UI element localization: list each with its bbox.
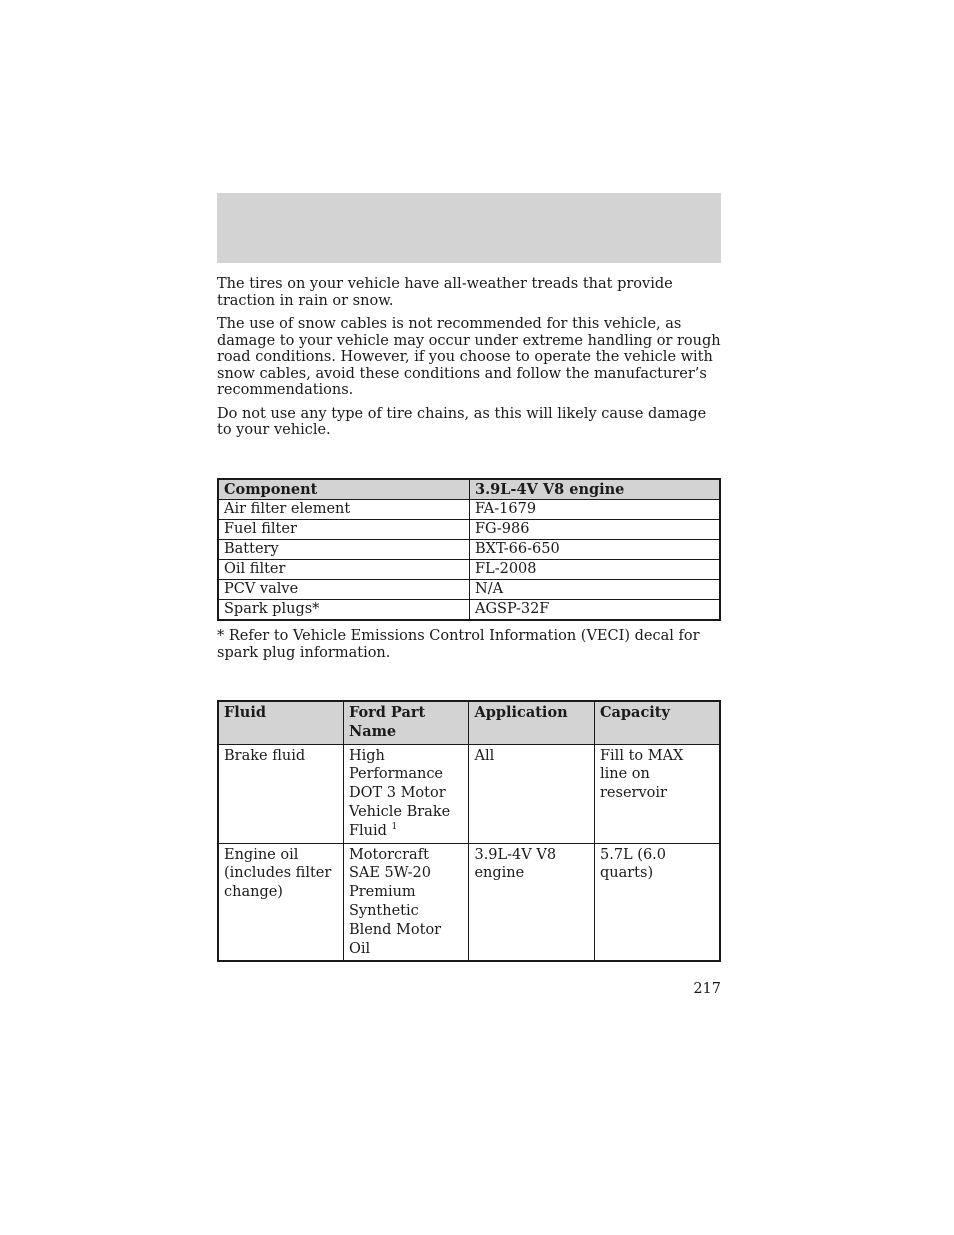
parts-cell-part-number: FL-2008 (470, 560, 721, 580)
fluid-table-header-row (218, 701, 720, 744)
fluid-cell-fluid: Brake fluid (218, 744, 343, 843)
parts-cell-part-number: FG-986 (470, 520, 721, 540)
parts-cell-component: Spark plugs* (218, 600, 470, 621)
section-header-bar (217, 193, 721, 263)
fluid-cell-application: All (469, 744, 595, 843)
table-row (218, 500, 720, 520)
parts-cell-component: Air filter element (218, 500, 470, 520)
parts-cell-part-number: FA-1679 (470, 500, 721, 520)
fluid-cell-capacity: Fill to MAX line on reservoir (594, 744, 720, 843)
table-row (218, 744, 720, 843)
parts-cell-part-number: AGSP-32F (470, 600, 721, 621)
parts-cell-component: Oil filter (218, 560, 470, 580)
parts-cell-part-number: BXT-66-650 (470, 540, 721, 560)
parts-cell-component: Battery (218, 540, 470, 560)
table-row (218, 843, 720, 961)
tire-text-section (217, 276, 721, 446)
fluid-cell-fluid: Engine oil (includes filter change) (218, 843, 343, 961)
paragraph-snow-cables: The use of snow cables is not recommended for this vehicle, as damage to your vehicle may occur under extreme handling or rough road conditions. However, if you choose to operate the vehicle with snow cables, avoid these conditions and follow the manufacturer’s recommendations. (217, 316, 721, 398)
fluid-cell-part-name (343, 744, 469, 843)
fluid-header-application: Application (469, 701, 595, 744)
fluid-cell-capacity: 5.7L (6.0 quarts) (594, 843, 720, 961)
parts-header-engine: 3.9L-4V V8 engine (470, 479, 721, 500)
parts-cell-part-number: N/A (470, 580, 721, 600)
table-row (218, 580, 720, 600)
parts-table-header-row (218, 479, 720, 500)
paragraph-tire-chains: Do not use any type of tire chains, as this will likely cause damage to your vehicle. (217, 405, 707, 438)
parts-header-component: Component (218, 479, 470, 500)
paragraph-all-weather-treads: The tires on your vehicle have all-weather treads that provide traction in rain or snow. (217, 276, 673, 309)
fluid-cell-part-name: Motorcraft SAE 5W-20 Premium Synthetic Blend Motor Oil (343, 843, 469, 961)
parts-table (217, 478, 721, 621)
table-row (218, 560, 720, 580)
table-row (218, 600, 720, 621)
parts-cell-component: Fuel filter (218, 520, 470, 540)
fluid-header-part-name: Ford Part Name (343, 701, 469, 744)
parts-cell-component: PCV valve (218, 580, 470, 600)
table-row (218, 520, 720, 540)
fluid-header-fluid: Fluid (218, 701, 343, 744)
fluid-header-capacity: Capacity (594, 701, 720, 744)
spark-plug-footnote: * Refer to Vehicle Emissions Control Information (VECI) decal for spark plug information. (217, 628, 700, 661)
fluid-part-name-text: High Performance DOT 3 Motor Vehicle Brake Fluid (348, 747, 451, 839)
table-row (218, 540, 720, 560)
fluid-table (217, 700, 721, 962)
fluid-cell-application: 3.9L-4V V8 engine (469, 843, 595, 961)
page-number: 217 (693, 981, 721, 997)
footnote-marker: 1 (391, 821, 398, 832)
